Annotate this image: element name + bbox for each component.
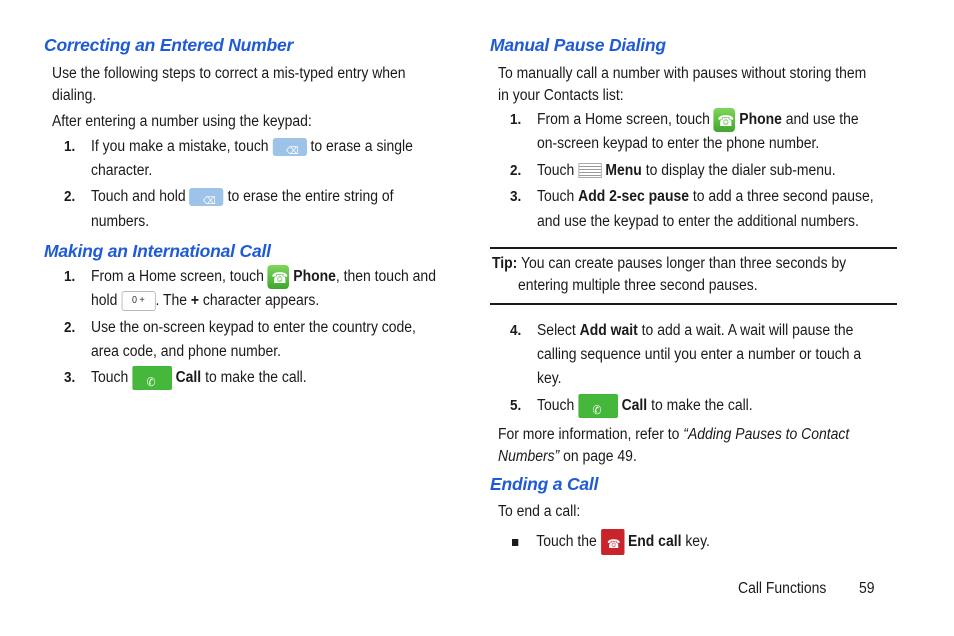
backspace-button — [190, 188, 224, 206]
step-text-a: Select — [537, 322, 576, 339]
step-number: 1. — [64, 138, 76, 155]
step-text — [537, 108, 859, 132]
bullet-icon — [512, 539, 518, 546]
step-text-a: Touch — [537, 162, 575, 179]
tip-top-rule — [490, 247, 897, 249]
page-number: 59 — [859, 580, 875, 597]
step-text-cont — [91, 289, 319, 313]
step-text-cont: area code, and phone number. — [91, 343, 282, 360]
more-info-text-cont — [498, 445, 637, 469]
step-text — [537, 159, 836, 183]
cross-reference-link[interactable]: “Adding Pauses to Contact — [683, 426, 850, 443]
step-text-cont: key. — [537, 370, 562, 387]
step-text — [91, 135, 413, 159]
intro-text-cont: dialing. — [52, 87, 97, 104]
step-text-cont: calling sequence until you enter a number or touch a — [537, 346, 862, 363]
step-text-cont: and use the keypad to enter the additional numbers. — [537, 213, 859, 230]
step-number: 2. — [510, 162, 522, 179]
step-text — [537, 394, 753, 418]
heading-ending-call: Ending a Call — [490, 474, 599, 494]
step-number: 1. — [510, 111, 522, 128]
phone-icon — [268, 265, 290, 289]
cross-reference-link-cont[interactable]: Numbers” — [498, 448, 560, 465]
step-number: 2. — [64, 188, 76, 205]
step-text — [537, 319, 853, 343]
call-label: Call — [621, 397, 648, 415]
call-label: Call — [175, 369, 202, 387]
end-call-icon — [601, 529, 624, 555]
intro-text-2: After entering a number using the keypad: — [52, 113, 312, 130]
heading-correcting-number: Correcting an Entered Number — [44, 35, 294, 55]
tip-text-cont: entering multiple three second pauses. — [518, 277, 758, 294]
heading-international-call: Making an International Call — [44, 241, 271, 261]
add-wait-label: Add wait — [579, 322, 638, 339]
step-text-e: . The — [155, 292, 188, 309]
plus-symbol: + — [190, 292, 200, 309]
phone-icon — [714, 108, 736, 132]
step-text — [91, 185, 394, 209]
step-number: 1. — [64, 268, 76, 285]
step-text-a: Touch and hold — [91, 188, 186, 205]
more-info-text — [498, 423, 849, 447]
step-text: Use the on-screen keypad to enter the country code, — [91, 319, 416, 336]
step-number: 2. — [64, 319, 76, 336]
step-text — [537, 185, 874, 209]
zero-plus-key: 0 + — [121, 291, 155, 311]
intro-text-cont: in your Contacts list: — [498, 87, 624, 104]
call-button — [578, 394, 618, 418]
menu-label: Menu — [605, 162, 642, 179]
step-text-c: to add a wait. A wait will pause the — [641, 322, 854, 339]
step-number: 5. — [510, 397, 522, 414]
step-text-c: to make the call. — [651, 397, 753, 415]
step-text-g: character appears. — [202, 292, 320, 309]
step-text-cont: on-screen keypad to enter the phone number. — [537, 135, 820, 152]
phone-label: Phone — [293, 268, 336, 286]
tip-text — [492, 252, 846, 276]
step-text-b: to erase a single — [310, 138, 413, 155]
tip-bottom-rule — [490, 303, 897, 305]
intro-text: Use the following steps to correct a mis-typed entry when — [52, 65, 406, 82]
step-text-a: From a Home screen, touch — [91, 268, 264, 286]
step-number: 3. — [64, 369, 76, 386]
intro-text: To manually call a number with pauses without storing them — [498, 65, 867, 82]
heading-manual-pause: Manual Pause Dialing — [490, 35, 666, 55]
bullet-item — [512, 529, 710, 555]
step-number: 4. — [510, 322, 522, 339]
phone-label: Phone — [739, 111, 782, 129]
step-text-c: and use the — [785, 111, 859, 129]
step-text-a: If you make a mistake, touch — [91, 138, 269, 155]
bullet-text-c: key. — [685, 533, 710, 551]
menu-icon — [578, 163, 601, 178]
intro-text: To end a call: — [498, 503, 581, 520]
step-text-c: to make the call. — [205, 369, 307, 387]
step-text-a: Touch — [537, 397, 575, 415]
footer-section: Call Functions — [738, 580, 827, 597]
more-info-a: For more information, refer to — [498, 426, 680, 443]
step-text-a: Touch — [537, 188, 575, 205]
step-text — [91, 366, 307, 390]
end-call-label: End call — [627, 533, 682, 551]
step-text-c: , then touch and — [335, 268, 436, 286]
call-button — [132, 366, 172, 390]
step-number: 3. — [510, 188, 522, 205]
step-text-a: From a Home screen, touch — [537, 111, 710, 129]
bullet-text-a: Touch the — [536, 533, 597, 551]
step-text-cont: character. — [91, 162, 153, 179]
tip-label: Tip: — [492, 255, 518, 272]
step-text-c: to add a three second pause, — [692, 188, 874, 205]
step-text-a: Touch — [91, 369, 129, 387]
tip-line-1: You can create pauses longer than three seconds by — [520, 255, 847, 272]
step-text-c: to display the dialer sub-menu. — [645, 162, 836, 179]
step-text-cont: numbers. — [91, 213, 150, 230]
step-text — [91, 265, 436, 289]
step-text-b: to erase the entire string of — [227, 188, 394, 205]
more-info-b: on page 49. — [563, 448, 637, 465]
add-pause-label: Add 2-sec pause — [578, 188, 689, 205]
backspace-button — [272, 138, 306, 156]
step-text-d: hold — [91, 292, 118, 309]
